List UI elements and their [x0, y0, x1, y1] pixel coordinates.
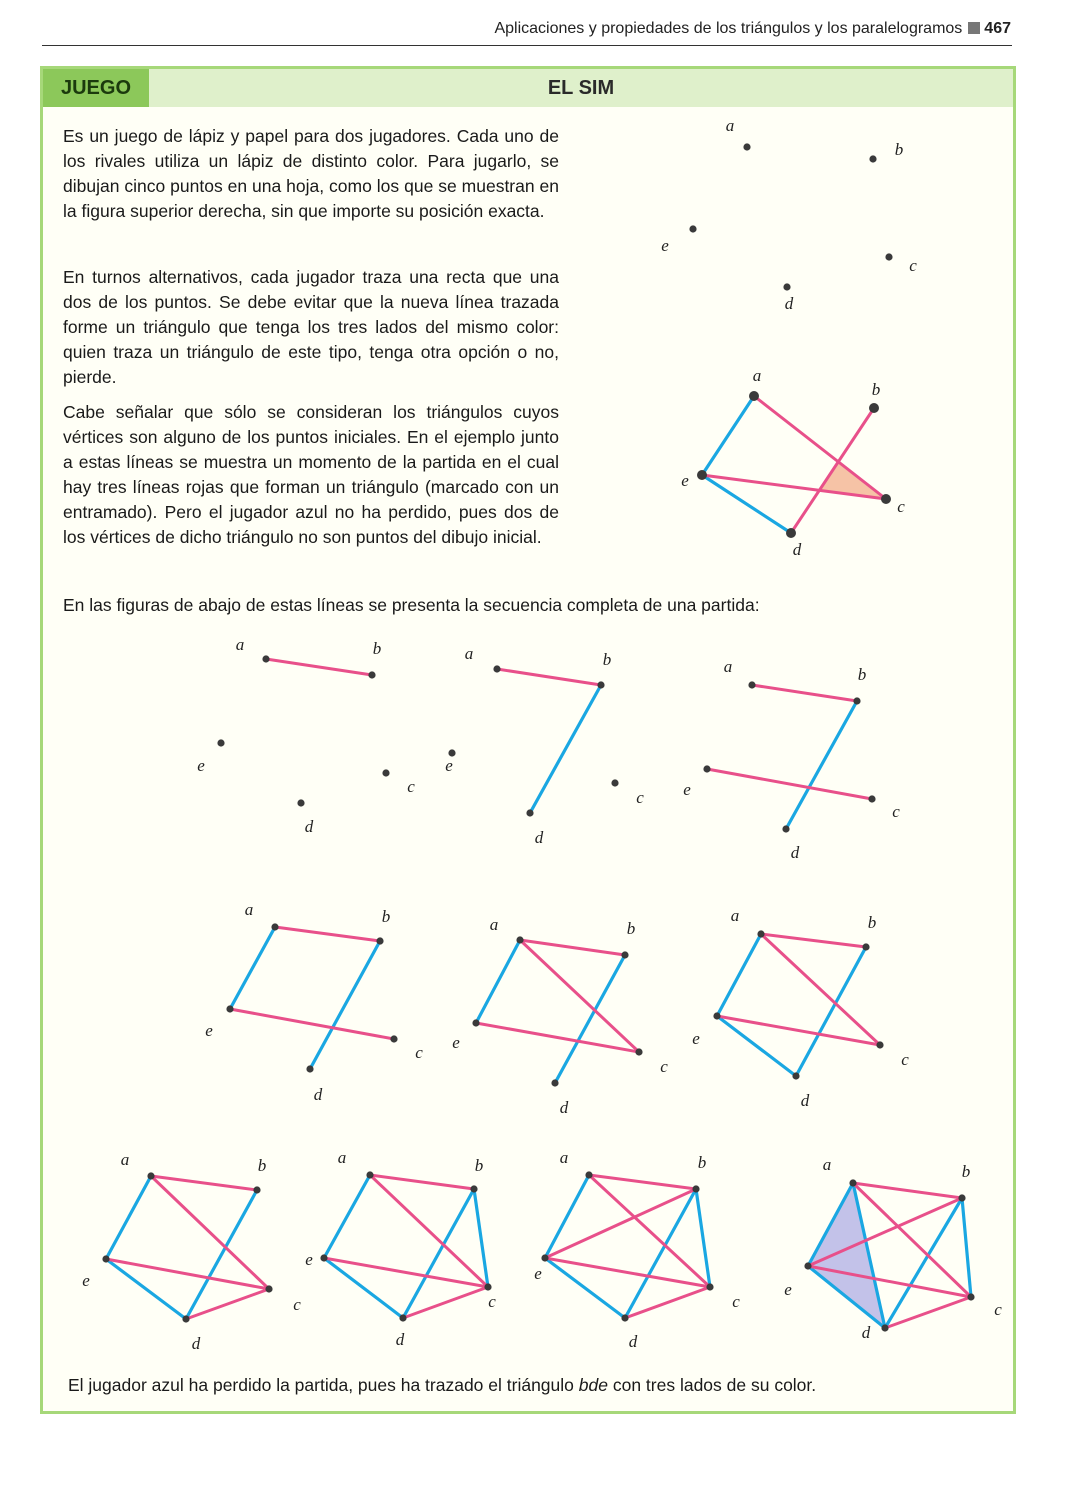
- point-label-a: a: [120, 1150, 130, 1169]
- point-c: [876, 1041, 883, 1048]
- point-c: [635, 1048, 642, 1055]
- blue-segment-ae: [545, 1175, 589, 1258]
- point-label-e: e: [683, 780, 691, 799]
- point-d: [526, 809, 533, 816]
- point-e: [703, 765, 710, 772]
- point-d: [551, 1079, 558, 1086]
- paragraph-rules: Es un juego de lápiz y papel para dos jugadores. Cada uno de los rivales utiliza un lápiz de distinto color. Para jugarlo, se dibujan cinco puntos en una hoja, como los que se muestran en la figura superior derecha, sin que importe su posición exacta.: [63, 126, 559, 221]
- blue-segment-ed: [324, 1258, 403, 1318]
- blue-segment-bd: [885, 1198, 962, 1328]
- point-c: [382, 769, 389, 776]
- page-number: 467: [984, 20, 1011, 37]
- point-label-a: a: [725, 116, 735, 135]
- point-e: [804, 1262, 811, 1269]
- red-segment-ab: [752, 685, 857, 701]
- point-c: [706, 1283, 713, 1290]
- blue-segment-ed: [545, 1258, 625, 1318]
- point-label-a: a: [752, 366, 762, 385]
- point-label-c: c: [488, 1292, 496, 1311]
- red-segment-ab: [370, 1175, 474, 1189]
- figure-step-7: [82, 1150, 301, 1353]
- figure-step-2: [445, 644, 644, 847]
- red-segment-eb: [545, 1189, 696, 1258]
- point-b: [376, 937, 383, 944]
- point-label-b: b: [961, 1162, 971, 1181]
- point-label-d: d: [790, 843, 800, 862]
- point-a: [262, 655, 269, 662]
- box-title: EL SIM: [547, 77, 615, 99]
- point-d: [306, 1065, 313, 1072]
- point-b: [862, 943, 869, 950]
- point-label-d: d: [395, 1330, 405, 1349]
- point-b: [692, 1185, 699, 1192]
- point-label-d: d: [784, 294, 794, 313]
- blue-segment-bd: [403, 1189, 474, 1318]
- figure-step-10: [784, 1155, 1002, 1342]
- figure-step-3: [683, 657, 900, 862]
- point-label-e: e: [305, 1250, 313, 1269]
- point-e: [102, 1255, 109, 1262]
- point-label-d: d: [559, 1098, 569, 1117]
- point-label-b: b: [857, 665, 867, 684]
- point-d: [399, 1314, 406, 1321]
- point-a: [516, 936, 523, 943]
- point-label-c: c: [407, 777, 415, 796]
- point-b: [368, 671, 375, 678]
- point-e: [472, 1019, 479, 1026]
- point-label-c: c: [415, 1043, 423, 1062]
- figure-step-9: [534, 1148, 740, 1351]
- point-b: [621, 951, 628, 958]
- point-d: [881, 1324, 888, 1331]
- point-e: [689, 225, 696, 232]
- point-label-c: c: [897, 497, 905, 516]
- blue-segment-bc: [962, 1198, 971, 1297]
- point-label-d: d: [534, 828, 544, 847]
- point-label-b: b: [867, 913, 877, 932]
- point-label-d: d: [313, 1085, 323, 1104]
- point-a: [743, 143, 750, 150]
- point-e: [541, 1254, 548, 1261]
- blue-segment-ed: [106, 1259, 186, 1319]
- point-label-c: c: [293, 1295, 301, 1314]
- blue-segment-ae: [106, 1176, 151, 1259]
- point-b: [958, 1194, 965, 1201]
- blue-segment-ed: [717, 1016, 796, 1076]
- point-label-b: b: [871, 380, 881, 399]
- point-label-c: c: [901, 1050, 909, 1069]
- figure-step-5: [452, 915, 668, 1117]
- red-segment-ab: [520, 940, 625, 955]
- point-e: [226, 1005, 233, 1012]
- point-label-c: c: [994, 1300, 1002, 1319]
- point-a: [493, 665, 500, 672]
- point-e: [217, 739, 224, 746]
- figure-step-8: [305, 1148, 496, 1349]
- point-label-e: e: [661, 236, 669, 255]
- point-e: [320, 1254, 327, 1261]
- point-c: [967, 1293, 974, 1300]
- paragraph-example: Cabe señalar que sólo se consideran los triángulos cuyos vértices son alguno de los puntos iniciales. En el ejemplo junto a estas líneas se muestra un momento de la partida en el cual hay tres líneas rojas que forman un triángulo (marcado con un entramado). Pero el jugador azul no ha perdido, pues dos de los vértices de dicho triángulo no son puntos del dibujo inicial.: [63, 402, 559, 547]
- point-label-e: e: [534, 1264, 542, 1283]
- point-label-c: c: [892, 802, 900, 821]
- point-label-e: e: [197, 756, 205, 775]
- point-b: [869, 403, 879, 413]
- point-c: [611, 779, 618, 786]
- point-label-c: c: [660, 1057, 668, 1076]
- point-b: [470, 1185, 477, 1192]
- point-label-d: d: [191, 1334, 201, 1353]
- red-segment-ab: [497, 669, 601, 685]
- point-a: [757, 930, 764, 937]
- point-label-a: a: [235, 635, 245, 654]
- point-a: [271, 923, 278, 930]
- point-c: [484, 1283, 491, 1290]
- point-d: [792, 1072, 799, 1079]
- point-b: [853, 697, 860, 704]
- point-a: [749, 391, 759, 401]
- point-label-b: b: [626, 919, 636, 938]
- point-label-a: a: [489, 915, 499, 934]
- closing-text: El jugador azul ha perdido la partida, pues ha trazado el triángulo bde con tres lados de su color.: [68, 1375, 817, 1395]
- point-label-b: b: [381, 907, 391, 926]
- blue-segment-bd: [786, 701, 857, 829]
- point-label-e: e: [452, 1033, 460, 1052]
- section-tag: JUEGO: [43, 69, 149, 107]
- point-label-a: a: [464, 644, 474, 663]
- blue-segment-ae: [230, 927, 275, 1009]
- blue-segment-bc: [474, 1189, 488, 1287]
- point-c: [881, 494, 891, 504]
- point-label-e: e: [205, 1021, 213, 1040]
- point-label-e: e: [692, 1029, 700, 1048]
- point-label-c: c: [636, 788, 644, 807]
- point-label-b: b: [474, 1156, 484, 1175]
- point-label-c: c: [732, 1292, 740, 1311]
- point-label-b: b: [257, 1156, 267, 1175]
- red-segment-bd: [791, 408, 874, 533]
- point-label-e: e: [82, 1271, 90, 1290]
- point-label-e: e: [784, 1280, 792, 1299]
- point-c: [885, 253, 892, 260]
- blue-segment-ae: [702, 396, 754, 475]
- point-b: [869, 155, 876, 162]
- point-label-a: a: [337, 1148, 347, 1167]
- point-a: [366, 1171, 373, 1178]
- figure-step-4: [205, 900, 423, 1104]
- point-d: [786, 528, 796, 538]
- point-d: [621, 1314, 628, 1321]
- red-segment-dc: [885, 1297, 971, 1328]
- point-label-d: d: [792, 540, 802, 559]
- point-c: [868, 795, 875, 802]
- figure-step-6: [692, 906, 909, 1110]
- point-label-a: a: [244, 900, 254, 919]
- blue-segment-bd: [310, 941, 380, 1069]
- figure-initial: [661, 116, 917, 313]
- point-e: [713, 1012, 720, 1019]
- blue-segment-bd: [186, 1190, 257, 1319]
- blue-segment-bc: [696, 1189, 710, 1287]
- point-c: [390, 1035, 397, 1042]
- red-segment-ec: [106, 1259, 269, 1289]
- point-d: [783, 283, 790, 290]
- figure-example: [681, 366, 905, 559]
- blue-segment-bd: [555, 955, 625, 1083]
- point-label-d: d: [861, 1323, 871, 1342]
- point-e: [697, 470, 707, 480]
- point-label-a: a: [723, 657, 733, 676]
- red-segment-ab: [275, 927, 380, 941]
- point-label-b: b: [372, 639, 382, 658]
- point-d: [182, 1315, 189, 1322]
- point-label-d: d: [628, 1332, 638, 1351]
- point-label-d: d: [800, 1091, 810, 1110]
- blue-segment-bd: [625, 1189, 696, 1318]
- red-segment-ec: [230, 1009, 394, 1039]
- blue-segment-bd: [530, 685, 601, 813]
- point-b: [597, 681, 604, 688]
- blue-segment-ae: [717, 934, 761, 1016]
- red-segment-ab: [266, 659, 372, 675]
- point-label-d: d: [304, 817, 314, 836]
- red-segment-ab: [761, 934, 866, 947]
- point-c: [265, 1285, 272, 1292]
- point-label-a: a: [559, 1148, 569, 1167]
- blue-segment-ae: [476, 940, 520, 1023]
- point-b: [253, 1186, 260, 1193]
- point-label-b: b: [602, 650, 612, 669]
- red-segment-ec: [707, 769, 872, 799]
- point-label-e: e: [681, 471, 689, 490]
- red-segment-ab: [853, 1183, 962, 1198]
- point-label-c: c: [909, 256, 917, 275]
- paragraph-turns: En turnos alternativos, cada jugador traza una recta que una dos de los puntos. Se debe evitar que la nueva línea trazada forme un triángulo que tenga los tres lados del mismo color: quien traza un triángulo de este tipo, tenga otra opción o no, pierde.: [63, 267, 559, 387]
- point-label-b: b: [894, 140, 904, 159]
- red-segment-ab: [151, 1176, 257, 1190]
- point-label-a: a: [822, 1155, 832, 1174]
- point-a: [849, 1179, 856, 1186]
- point-d: [782, 825, 789, 832]
- figure-step-1: [197, 635, 415, 836]
- red-segment-ab: [589, 1175, 696, 1189]
- blue-segment-bd: [796, 947, 866, 1076]
- blue-segment-ae: [324, 1175, 370, 1258]
- point-d: [297, 799, 304, 806]
- triangle-name: bde: [578, 1375, 608, 1395]
- point-label-b: b: [697, 1153, 707, 1172]
- running-title: Aplicaciones y propiedades de los triángulos y los paralelogramos: [494, 20, 963, 37]
- sequence-intro: En las figuras de abajo de estas líneas se presenta la secuencia completa de una partida:: [63, 595, 760, 615]
- point-label-e: e: [445, 756, 453, 775]
- point-a: [585, 1171, 592, 1178]
- point-label-a: a: [730, 906, 740, 925]
- point-a: [147, 1172, 154, 1179]
- point-a: [748, 681, 755, 688]
